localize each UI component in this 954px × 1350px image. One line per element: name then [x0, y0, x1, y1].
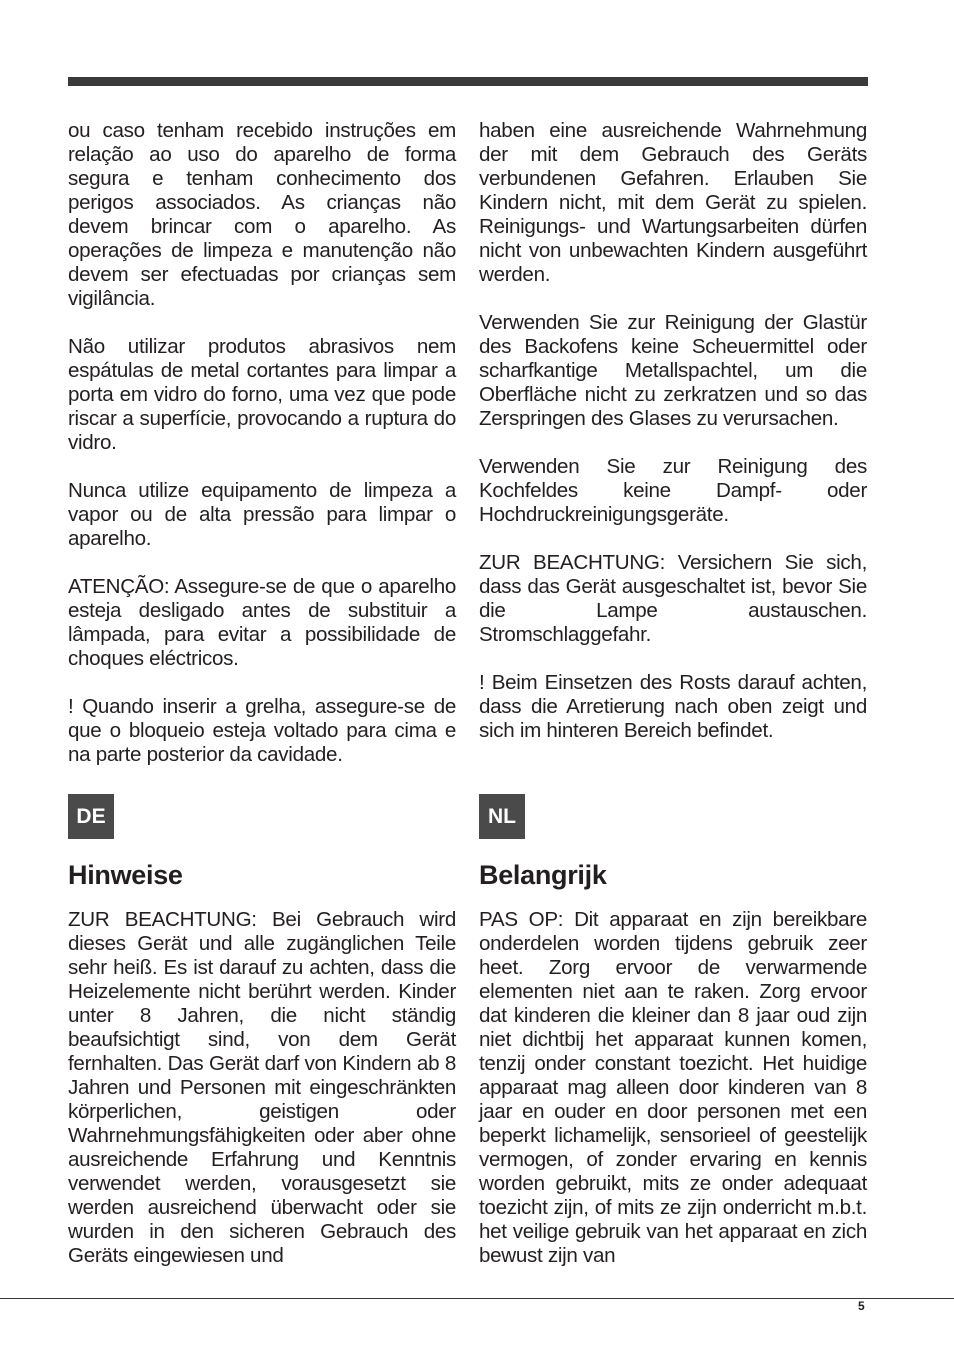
pt-paragraph-1: ou caso tenham recebido instruções em relação ao uso do aparelho de forma segura e tenham conhecimento dos perigos associados. As crianças não devem brincar com o aparelho. As operações de limpeza e manutenção não devem ser efectuadas por crianças sem vigilância.	[68, 119, 456, 310]
portuguese-continued-column	[68, 119, 456, 791]
section-heading-de: Hinweise	[68, 860, 183, 890]
pt-paragraph-3: Nunca utilize equipamento de limpeza a vapor ou de alta pressão para limpar o aparelho.	[68, 479, 456, 550]
language-badge-de: DE	[68, 794, 114, 839]
language-badge-nl: NL	[479, 794, 525, 839]
nl-warning-paragraph: PAS OP: Dit apparaat en zijn bereikbare onderdelen worden tijdens gebruik zeer heet. Zorg ervoor de verwarmende elementen niet aan te raken. Zorg ervoor dat kinderen die kleiner dan 8 jaar oud zijn niet dichtbij het apparaat kunnen komen, tenzij onder constant toezicht. Het huidige apparaat mag alleen door kinderen van 8 jaar en ouder en door personen met een beperkt lichamelijk, sensorieel of geestelijk vermogen, of zonder ervaring en kennis worden gebruikt, mits ze onder adequaat toezicht zijn, of mits ze zijn onderricht m.b.t. het veilige gebruik van het apparaat en zich bewust zijn van	[479, 908, 867, 1267]
de-paragraph-5: ! Beim Einsetzen des Rosts darauf achten, dass die Arretierung nach oben zeigt und sich im hinteren Bereich befindet.	[479, 671, 867, 742]
section-heading-nl: Belangrijk	[479, 860, 607, 890]
de-paragraph-4: ZUR BEACHTUNG: Versichern Sie sich, dass das Gerät ausgeschaltet ist, bevor Sie die Lampe austauschen. Stromschlaggefahr.	[479, 551, 867, 646]
pt-paragraph-2: Não utilizar produtos abrasivos nem espátulas de metal cortantes para limpar a porta em vidro do forno, uma vez que pode riscar a superfície, provocando a ruptura do vidro.	[68, 335, 456, 454]
de-warning-paragraph: ZUR BEACHTUNG: Bei Gebrauch wird dieses Gerät und alle zugänglichen Teile sehr heiß. Es ist darauf zu achten, dass die Heizelemente nicht berührt werden. Kinder unter 8 Jahren, die nicht ständig beaufsichtigt sind, von dem Gerät fernhalten. Das Gerät darf von Kindern ab 8 Jahren und Personen mit eingeschränkten körperlichen, geistigen oder Wahrnehmungsfähigkeiten oder aber ohne ausreichende Erfahrung und Kenntnis verwendet werden, vorausgesetzt sie werden ausreichend überwacht oder sie wurden in den sicheren Gebrauch des Geräts eingewiesen und	[68, 908, 456, 1267]
pt-paragraph-5: ! Quando inserir a grelha, assegure-se de que o bloqueio esteja voltado para cima e na parte posterior da cavidade.	[68, 695, 456, 766]
pt-paragraph-4: ATENÇÃO: Assegure-se de que o aparelho esteja desligado antes de substituir a lâmpada, para evitar a possibilidade de choques eléctricos.	[68, 575, 456, 670]
german-section-column	[68, 908, 456, 1268]
de-paragraph-2: Verwenden Sie zur Reinigung der Glastür des Backofens keine Scheuermittel oder scharfkantige Metallspachtel, um die Oberfläche nicht zu zerkratzen und so das Zerspringen des Glases zu verursachen.	[479, 311, 867, 430]
german-continued-column	[479, 119, 867, 767]
de-paragraph-3: Verwenden Sie zur Reinigung des Kochfeldes keine Dampf- oder Hochdruckreinigungsgeräte.	[479, 455, 867, 526]
de-paragraph-1: haben eine ausreichende Wahrnehmung der mit dem Gebrauch des Geräts verbundenen Gefahren. Erlauben Sie Kindern nicht, mit dem Gerät zu spielen. Reinigungs- und Wartungsarbeiten dürfen nicht von unbewachten Kindern ausgeführt werden.	[479, 119, 867, 286]
dutch-section-column	[479, 908, 867, 1268]
footer-rule	[0, 1298, 954, 1299]
page-number: 5	[858, 1299, 865, 1313]
header-rule	[68, 77, 868, 86]
